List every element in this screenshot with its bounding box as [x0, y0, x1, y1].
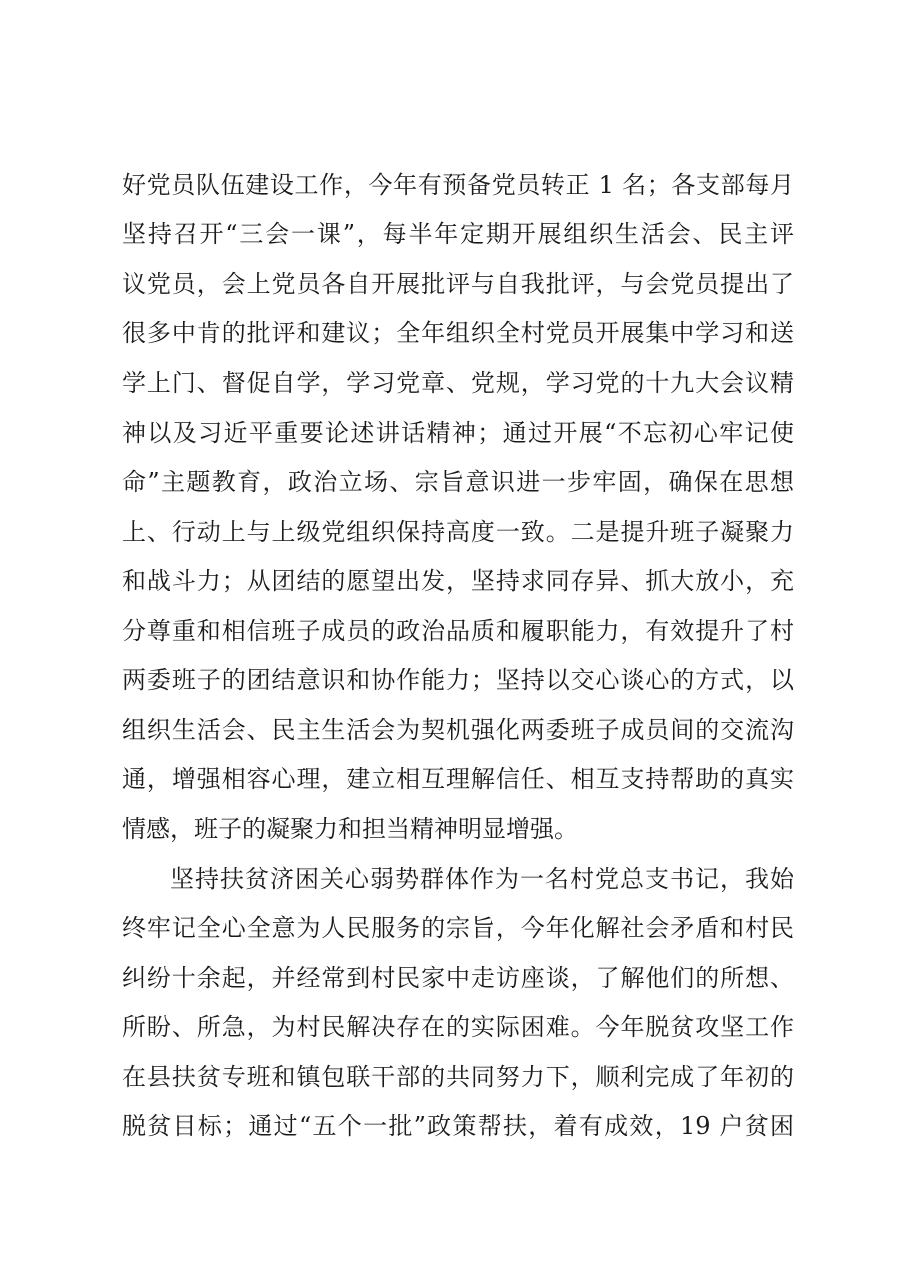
text-line: 情感，班子的凝聚力和担当精神明显增强。	[122, 815, 578, 843]
text-line: 神以及习近平重要论述讲话精神；通过开展“不忘初心牢记使	[122, 419, 794, 447]
text-line: 很多中肯的批评和建议；全年组织全村党员开展集中学习和送	[122, 319, 794, 347]
text-line: 在县扶贫专班和镇包联干部的共同努力下，顺利完成了年初的	[122, 1063, 794, 1091]
text-line: 纠纷十余起，并经常到村民家中走访座谈，了解他们的所想、	[122, 964, 794, 992]
text-line: 两委班子的团结意识和协作能力；坚持以交心谈心的方式，以	[122, 666, 794, 694]
text-line: 组织生活会、民主生活会为契机强化两委班子成员间的交流沟	[122, 716, 794, 744]
text-line: 和战斗力；从团结的愿望出发，坚持求同存异、抓大放小，充	[122, 567, 794, 595]
text-line: 学上门、督促自学，学习党章、党规，学习党的十九大会议精	[122, 369, 794, 397]
text-line: 分尊重和相信班子成员的政治品质和履职能力，有效提升了村	[122, 617, 794, 645]
text-line: 脱贫目标；通过“五个一批”政策帮扶，着有成效，19 户贫困	[122, 1112, 794, 1140]
text-line: 好党员队伍建设工作，今年有预备党员转正 1 名；各支部每月	[122, 171, 794, 199]
text-line: 所盼、所急，为村民解决存在的实际困难。今年脱贫攻坚工作	[122, 1013, 794, 1041]
text-line: 上、行动上与上级党组织保持高度一致。二是提升班子凝聚力	[122, 518, 794, 546]
text-line: 命”主题教育，政治立场、宗旨意识进一步牢固，确保在思想	[122, 468, 794, 496]
text-line: 终牢记全心全意为人民服务的宗旨，今年化解社会矛盾和村民	[122, 914, 794, 942]
text-line: 坚持召开“三会一课”，每半年定期开展组织生活会、民主评	[122, 220, 794, 248]
text-line: 坚持扶贫济困关心弱势群体作为一名村党总支书记，我始	[170, 865, 794, 893]
text-line: 议党员，会上党员各自开展批评与自我批评，与会党员提出了	[122, 270, 794, 298]
text-line: 通，增强相容心理，建立相互理解信任、相互支持帮助的真实	[122, 765, 794, 793]
